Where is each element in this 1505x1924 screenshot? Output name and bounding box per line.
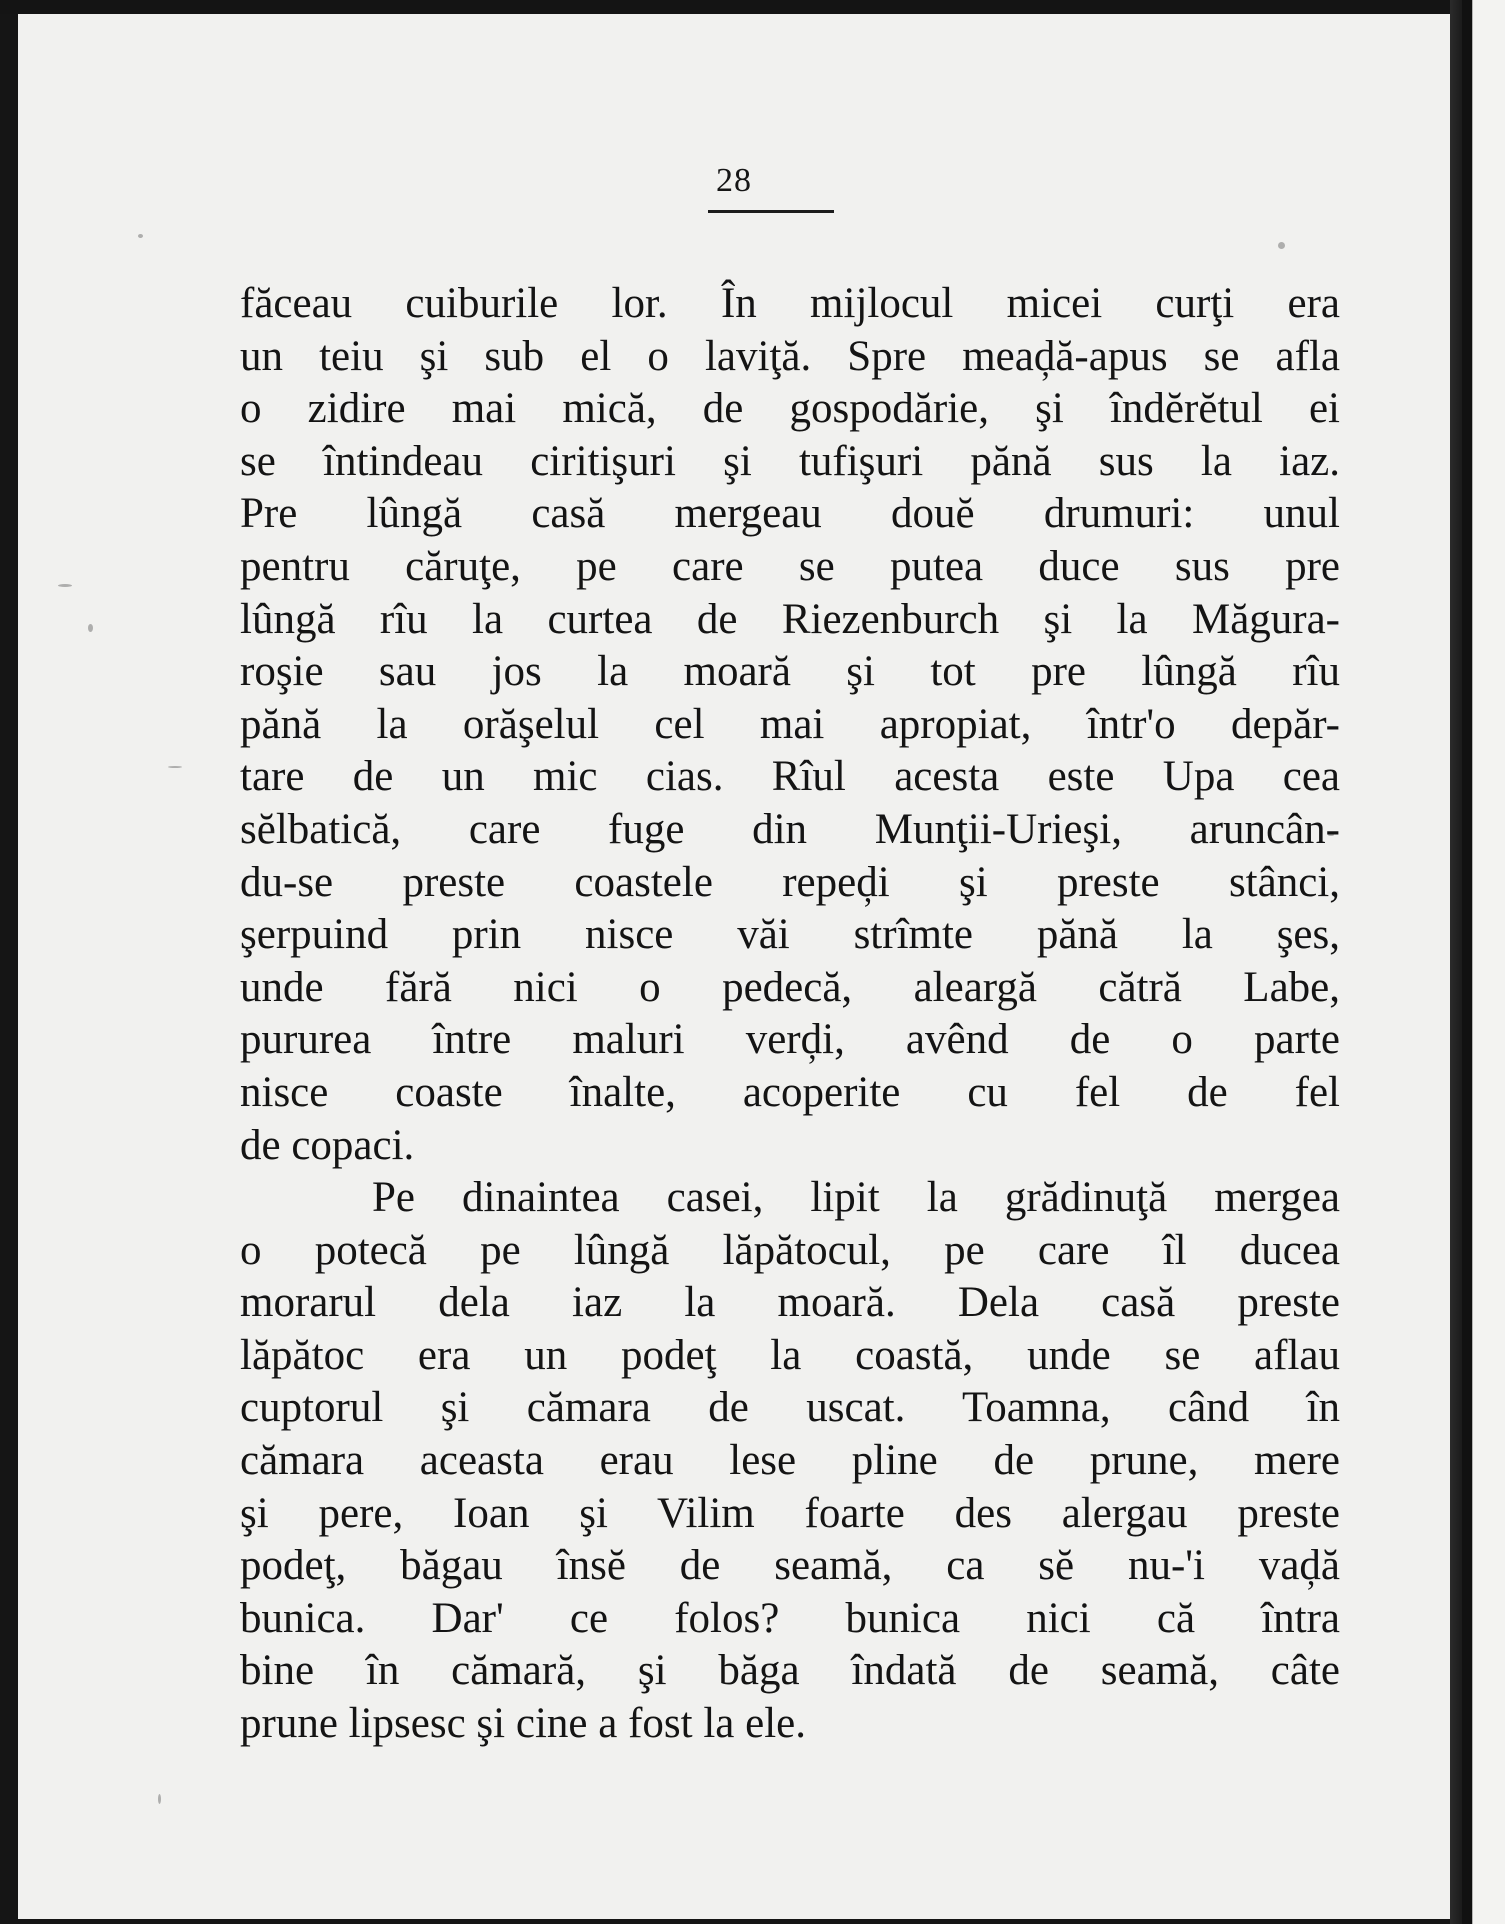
text-line: făceau cuiburile lor. În mijlocul micei curţi era — [240, 280, 1340, 327]
body-text — [240, 278, 1340, 1751]
text-line: bine în cămară, şi băga îndată de seamă, câte — [240, 1647, 1340, 1695]
text-line: un teiu şi sub el o laviţă. Spre meaḑă-apus se afla — [240, 332, 1340, 380]
text-line: sĕlbatică, care fuge din Munţii-Urieşi, aruncân- — [240, 805, 1340, 853]
text-line: podeţ, băgau însĕ de seamă, ca sĕ nu-'i vaḑă — [240, 1542, 1340, 1590]
text-line: morarul dela iaz la moară. Dela casă preste — [240, 1279, 1340, 1327]
paper-speck — [1278, 242, 1285, 249]
text-line: Pre lûngă casă mergeau douĕ drumuri: unul — [240, 490, 1340, 538]
book-page — [18, 14, 1450, 1919]
text-line: nisce coaste înalte, acoperite cu fel de fel — [240, 1068, 1340, 1116]
binding-shadow — [1462, 0, 1470, 1924]
paper-speck — [168, 766, 182, 768]
text-line: tare de un mic cias. Rîul acesta este Upa cea — [240, 753, 1340, 801]
text-line: cămara aceasta erau lese pline de prune, mere — [240, 1437, 1340, 1485]
text-line: pănă la orăşelul cel mai apropiat, într'o depăr- — [240, 700, 1340, 748]
text-line: şerpuind prin nisce văi strîmte pănă la şes, — [240, 911, 1340, 959]
text-line-indented: Pe dinaintea casei, lipit la grădinuţă mergea — [372, 1174, 1340, 1222]
paper-speck — [138, 234, 143, 238]
text-line: unde fără nici o pedecă, aleargă cătră Labe, — [240, 963, 1340, 1011]
scan-top-border — [0, 0, 1505, 14]
text-line: o zidire mai mică, de gospodărie, şi îndĕrĕtul ei — [240, 385, 1340, 433]
next-page-edge — [1450, 0, 1505, 1924]
text-line: bunica. Dar' ce folos? bunica nici că întra — [240, 1594, 1340, 1642]
text-line: pentru căruţe, pe care se putea duce sus pre — [240, 542, 1340, 590]
paper-speck — [158, 1794, 161, 1804]
page-number-rule — [708, 210, 834, 213]
text-line: roşie sau jos la moară şi tot pre lûngă rîu — [240, 648, 1340, 696]
text-line: pururea între maluri verḑi, avênd de o parte — [240, 1016, 1340, 1064]
text-line: prune lipsesc şi cine a fost la ele. — [240, 1700, 806, 1748]
text-line: şi pere, Ioan şi Vilim foarte des alergau preste — [240, 1489, 1340, 1537]
text-line: lăpătoc era un podeţ la coastă, unde se aflau — [240, 1331, 1340, 1379]
page-number: 28 — [716, 162, 752, 199]
text-line: de copaci. — [240, 1121, 415, 1169]
text-line: cuptorul şi cămara de uscat. Toamna, când în — [240, 1384, 1340, 1432]
paper-speck — [88, 624, 93, 632]
text-line: o potecă pe lûngă lăpătocul, pe care îl ducea — [240, 1226, 1340, 1274]
text-line: lûngă rîu la curtea de Riezenburch şi la Măgura- — [240, 595, 1340, 643]
text-line: se întindeau ciritişuri şi tufişuri pănă sus la iaz. — [240, 437, 1340, 485]
text-line: du-se preste coastele repeḑi şi preste stânci, — [240, 858, 1340, 906]
paper-speck — [58, 584, 72, 587]
